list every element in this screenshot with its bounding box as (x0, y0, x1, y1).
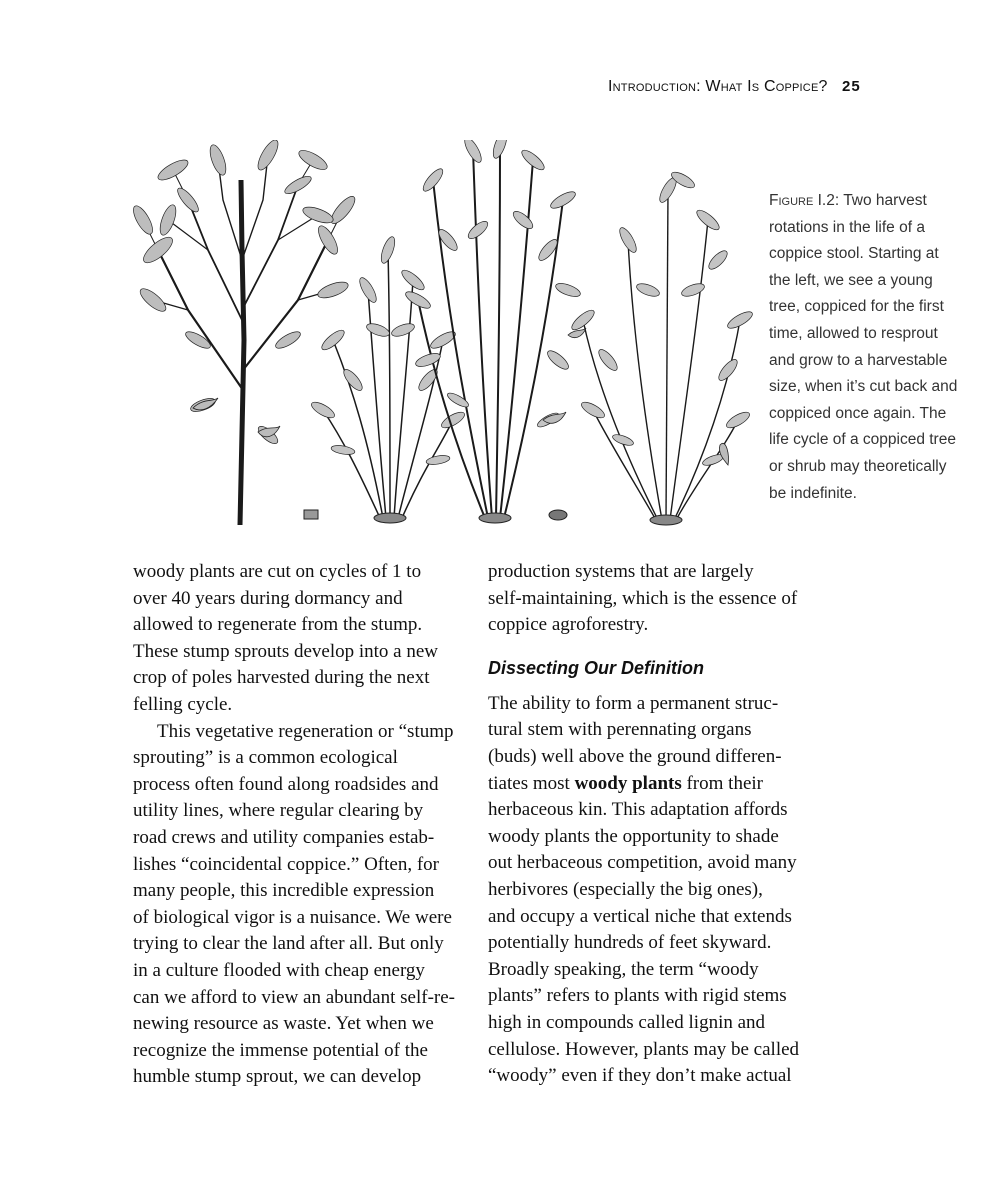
paragraph (133, 719, 478, 1091)
text-line: “woody” even if they don’t make actual (488, 1065, 792, 1087)
text-line: trying to clear the land after all. But only (133, 933, 444, 955)
text-line: over 40 years during dormancy and (133, 587, 403, 609)
text-line: woody plants the opportunity to shade (488, 825, 779, 847)
text-line: allowed to regenerate from the stump. (133, 614, 423, 636)
coppice-illustration (128, 140, 753, 530)
left-column (133, 559, 478, 1091)
text-line: These stump sprouts develop into a new (133, 640, 439, 662)
section-heading: Dissecting Our Definition (488, 657, 705, 678)
text-line: and occupy a vertical niche that extends (488, 905, 792, 927)
text-line: can we afford to view an abundant self-re- (133, 986, 455, 1008)
coppice-illustration-svg (128, 140, 753, 530)
text-line: in a culture flooded with cheap energy (133, 959, 425, 981)
running-head (608, 78, 868, 102)
text-line: lishes “coincidental coppice.” Often, for (133, 853, 439, 875)
falling-leaves (193, 328, 729, 465)
paragraph (133, 559, 478, 719)
figure-caption-text: Two harvest rotations in the life of a coppice stool. Starting at the left, we see a young tree, coppiced for the first time, allowed to resprout and grow to a harvestable size, when it’s cut back and coppiced once again. The life cycle of a coppiced tree or shrub may theoretically be indefinite. (769, 192, 958, 502)
text-line: sprouting” is a common ecological (133, 747, 398, 769)
young-tree-drawing (130, 140, 359, 525)
text-line: recognize the immense potential of the (133, 1039, 428, 1061)
text-line: out herbaceous competition, avoid many (488, 852, 797, 874)
text-line: herbaceous kin. This adaptation affords (488, 799, 788, 821)
text-line: tural stem with perennating organs (488, 719, 752, 741)
text-line: (buds) well above the ground differen- (488, 745, 782, 767)
text-line: production systems that are largely (488, 561, 754, 582)
text-line: felling cycle. (133, 693, 233, 715)
text-line: utility lines, where regular clearing by (133, 800, 424, 822)
second-resprout-drawing (569, 169, 753, 525)
paragraph (488, 691, 833, 1090)
text-line: humble stump sprout, we can develop (133, 1066, 422, 1088)
paragraph (488, 559, 833, 639)
mature-coppice-drawing (403, 140, 582, 523)
text-line: cellulose. However, plants may be called (488, 1038, 800, 1060)
text-line: Broadly speaking, the term “woody (488, 958, 759, 980)
text-line: woody plants are cut on cycles of 1 to (133, 561, 422, 582)
text-line: This vegetative regeneration or “stump (157, 720, 454, 742)
figure-caption-label: Figure I.2: (769, 192, 840, 209)
text-line: of biological vigor is a nuisance. We were (133, 906, 452, 928)
text-line (488, 771, 833, 798)
first-resprout-drawing (309, 235, 467, 523)
text-fragment: tiates most (488, 772, 575, 794)
text-fragment: from their (681, 772, 763, 794)
text-line: The ability to form a permanent struc- (488, 692, 779, 714)
text-line: potentially hundreds of feet skyward. (488, 932, 772, 954)
text-line: many people, this incredible expression (133, 880, 435, 902)
text-line: newing resource as waste. Yet when we (133, 1013, 434, 1035)
text-line: plants” refers to plants with rigid stems (488, 985, 787, 1007)
text-line: self-maintaining, which is the essence of (488, 587, 798, 609)
bold-term: woody plants (574, 772, 682, 794)
running-head-title: Introduction: What Is Coppice? (608, 78, 828, 95)
text-line: high in compounds called lignin and (488, 1011, 766, 1033)
text-line: road crews and utility companies estab- (133, 826, 435, 848)
text-line: process often found along roadsides and (133, 773, 439, 795)
right-column (488, 559, 833, 1090)
text-line: coppice agroforestry. (488, 614, 649, 636)
text-line: crop of poles harvested during the next (133, 667, 430, 689)
page-number: 25 (842, 78, 861, 95)
text-line: herbivores (especially the big ones), (488, 878, 763, 900)
figure-caption (769, 188, 964, 507)
